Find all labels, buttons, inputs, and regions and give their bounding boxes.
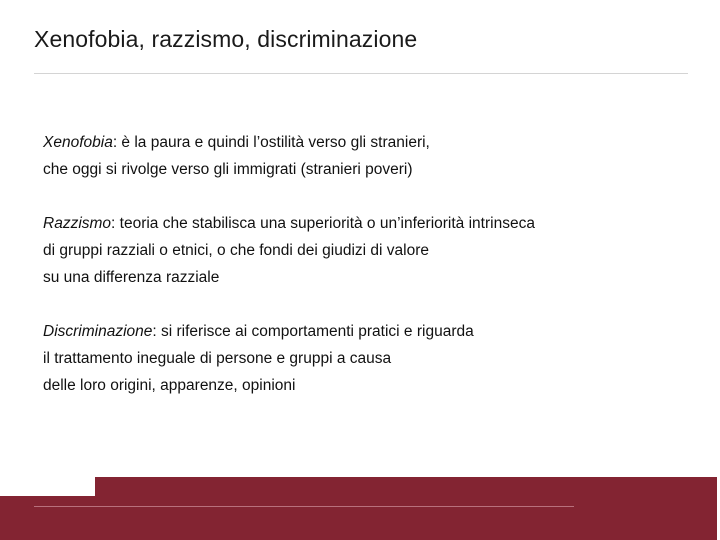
term-razzismo: Razzismo (43, 215, 112, 232)
definition-discriminazione (43, 318, 683, 399)
slide-body (43, 129, 683, 399)
footer-notch (0, 477, 95, 496)
term-xenofobia: Xenofobia (43, 134, 113, 151)
definition-line (43, 129, 683, 156)
definition-line: di gruppi razziali o etnici, o che fondi dei giudizi di valore (43, 242, 429, 259)
footer-band (0, 477, 720, 540)
definition-text: : è la paura e quindi l’ostilità verso gli stranieri, (112, 134, 430, 151)
definition-text: : si riferisce ai comportamenti pratici e riguarda (152, 323, 474, 340)
definition-line (43, 210, 683, 237)
definition-line: il trattamento ineguale di persone e gruppi a causa (43, 350, 392, 367)
definition-line (43, 318, 683, 345)
term-discriminazione: Discriminazione (43, 323, 153, 340)
definition-line: che oggi si rivolge verso gli immigrati (stranieri poveri) (43, 161, 413, 178)
definition-razzismo (43, 210, 683, 291)
footer-divider (34, 506, 574, 507)
definition-line: delle loro origini, apparenze, opinioni (43, 377, 296, 394)
definition-xenofobia (43, 129, 683, 183)
definition-text: : teoria che stabilisca una superiorità o un’inferiorità intrinseca (111, 215, 535, 232)
definition-line: su una differenza razziale (43, 269, 220, 286)
title-divider (34, 73, 688, 74)
slide-title: Xenofobia, razzismo, discriminazione (34, 26, 418, 52)
